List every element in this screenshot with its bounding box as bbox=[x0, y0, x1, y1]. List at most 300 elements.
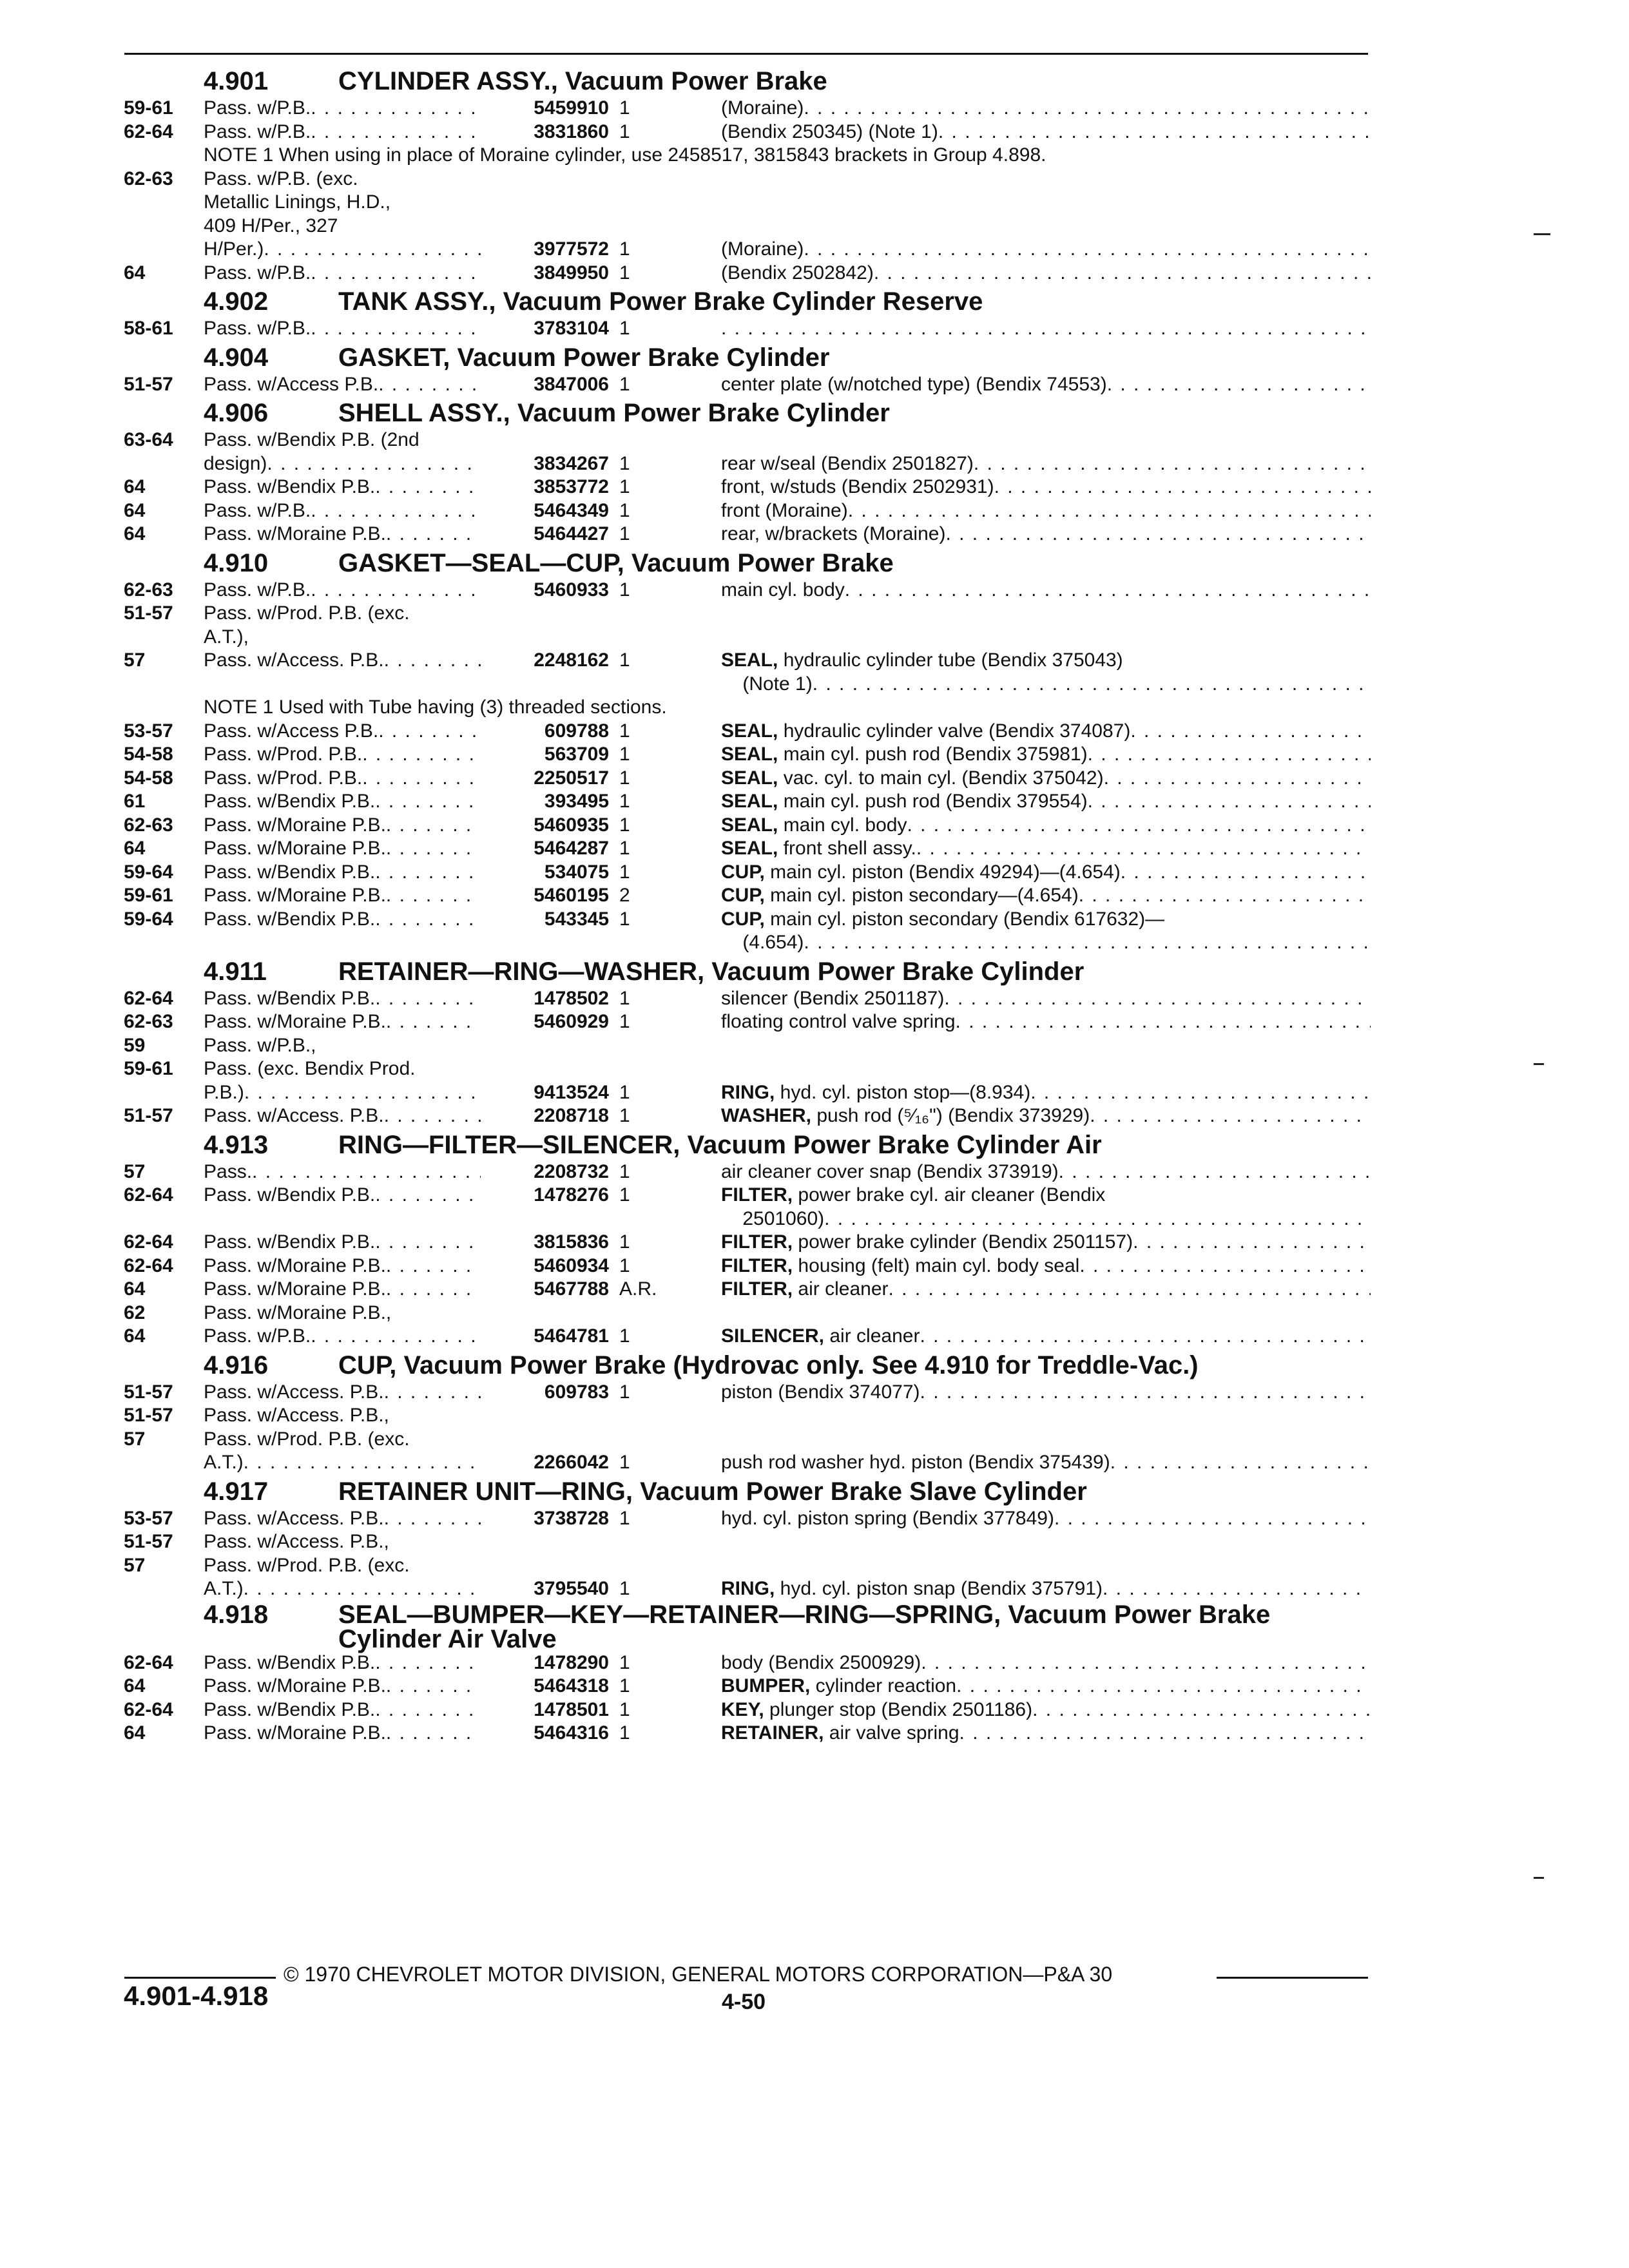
catalog-section bbox=[124, 546, 1371, 955]
dot-leader bbox=[1121, 861, 1371, 885]
model-years: 62-63 bbox=[124, 1011, 173, 1032]
dot-leader bbox=[384, 1104, 481, 1128]
remarks-keyword: SEAL, bbox=[721, 720, 778, 742]
part-row bbox=[124, 579, 1371, 602]
dot-leader bbox=[311, 262, 481, 285]
quantity bbox=[613, 1302, 721, 1325]
part-number: 5464316 bbox=[534, 1722, 609, 1744]
remarks-text bbox=[721, 120, 938, 144]
part-row bbox=[124, 861, 1371, 885]
remarks-cell bbox=[721, 626, 1371, 649]
remarks-text bbox=[721, 1184, 1105, 1207]
quantity bbox=[613, 1034, 721, 1058]
application-cell bbox=[204, 908, 481, 932]
application-cell bbox=[204, 861, 481, 885]
model-years: 59-64 bbox=[124, 908, 173, 930]
model-years: 59-61 bbox=[124, 1058, 173, 1079]
application-cell bbox=[204, 1057, 481, 1081]
footer-copyright: © 1970 CHEVROLET MOTOR DIVISION, GENERAL MOTORS CORPORATION—P&A 30 bbox=[284, 1963, 1113, 1986]
application-cell bbox=[204, 1554, 481, 1578]
part-row bbox=[124, 1034, 1371, 1058]
remarks-cell bbox=[721, 767, 1371, 791]
part-row bbox=[124, 1651, 1371, 1675]
application-cell bbox=[204, 1698, 481, 1722]
remarks-detail: (Moraine) bbox=[721, 97, 804, 119]
dot-leader bbox=[244, 1451, 481, 1475]
part-row bbox=[124, 1057, 1371, 1081]
remarks-cell bbox=[721, 1184, 1371, 1207]
application-text: Pass. w/Bendix P.B. bbox=[204, 987, 376, 1009]
dot-leader bbox=[378, 373, 481, 397]
note-text: NOTE 1 When using in place of Moraine cylinder, use 2458517, 3815843 brackets in Group 4.898. bbox=[204, 144, 1046, 166]
remarks-keyword: SEAL, bbox=[721, 838, 778, 859]
quantity bbox=[613, 1404, 721, 1428]
remarks-text bbox=[721, 673, 813, 697]
part-row bbox=[124, 191, 1371, 215]
remarks-cell bbox=[721, 884, 1371, 908]
model-years: 62-64 bbox=[124, 1698, 173, 1720]
application-text: Pass. w/Moraine P.B. bbox=[204, 838, 386, 859]
dot-leader bbox=[944, 987, 1371, 1011]
application-text: Pass. w/P.B. bbox=[204, 1325, 311, 1347]
part-number: 3795540 bbox=[534, 1578, 609, 1599]
remarks-text bbox=[721, 476, 994, 499]
application-cell bbox=[204, 626, 481, 649]
remarks-detail: main cyl. push rod (Bendix 379554) bbox=[778, 791, 1088, 812]
dot-leader bbox=[994, 476, 1371, 499]
dot-leader bbox=[264, 238, 481, 262]
quantity bbox=[613, 931, 721, 955]
section-number: 4.916 bbox=[204, 1350, 269, 1379]
model-years: 53-57 bbox=[124, 720, 173, 742]
remarks-keyword: FILTER, bbox=[721, 1231, 793, 1253]
model-years: 51-57 bbox=[124, 1531, 173, 1552]
remarks-detail: (Moraine) bbox=[721, 238, 804, 260]
dot-leader bbox=[375, 1651, 481, 1675]
remarks-text bbox=[721, 1381, 920, 1405]
section-number: 4.904 bbox=[204, 343, 269, 372]
quantity bbox=[613, 168, 721, 191]
remarks-text bbox=[721, 1675, 956, 1698]
dot-leader bbox=[1104, 767, 1371, 791]
application-cell bbox=[204, 317, 481, 341]
remarks-detail: hydraulic cylinder tube (Bendix 375043) bbox=[778, 649, 1123, 671]
quantity: 1 bbox=[619, 499, 630, 521]
application-cell bbox=[204, 523, 481, 546]
part-row bbox=[124, 452, 1371, 476]
quantity: 1 bbox=[619, 1231, 630, 1253]
dot-leader bbox=[386, 523, 481, 546]
application-cell bbox=[204, 1381, 481, 1405]
remarks-text bbox=[721, 720, 1130, 744]
quantity: 1 bbox=[619, 262, 630, 284]
part-row bbox=[124, 1325, 1371, 1349]
footer-rule-left bbox=[124, 1977, 276, 1979]
application-cell bbox=[204, 499, 481, 523]
dot-leader bbox=[974, 452, 1371, 476]
dot-leader bbox=[1088, 743, 1371, 767]
dot-leader bbox=[1103, 1577, 1371, 1601]
part-number bbox=[481, 191, 613, 215]
part-row bbox=[124, 523, 1371, 546]
dot-leader bbox=[1133, 1231, 1371, 1254]
part-number: 609788 bbox=[544, 720, 609, 742]
application-cell bbox=[204, 790, 481, 814]
remarks-cell bbox=[721, 191, 1371, 215]
dot-leader bbox=[362, 767, 481, 791]
dot-leader bbox=[386, 1010, 481, 1034]
footer-rule-right bbox=[1217, 1977, 1368, 1979]
remarks-text bbox=[721, 1104, 1090, 1128]
part-row bbox=[124, 1081, 1371, 1105]
quantity bbox=[613, 1554, 721, 1578]
application-text: Pass. w/Moraine P.B. bbox=[204, 1278, 386, 1300]
part-number bbox=[481, 1034, 613, 1058]
model-years: 62-63 bbox=[124, 579, 173, 601]
application-cell bbox=[204, 743, 481, 767]
application-text: Pass. w/Bendix P.B. bbox=[204, 476, 376, 497]
quantity: 1 bbox=[619, 452, 630, 474]
part-row bbox=[124, 1207, 1371, 1231]
dot-leader bbox=[375, 790, 481, 814]
application-cell bbox=[204, 1254, 481, 1278]
application-cell bbox=[204, 1081, 481, 1105]
model-years: 62-64 bbox=[124, 1651, 173, 1673]
dot-leader bbox=[956, 1010, 1371, 1034]
model-years: 51-57 bbox=[124, 1405, 173, 1426]
remarks-text bbox=[721, 579, 845, 602]
remarks-cell bbox=[721, 861, 1371, 885]
remarks-cell bbox=[721, 97, 1371, 120]
model-years: 51-57 bbox=[124, 1381, 173, 1403]
quantity: 1 bbox=[619, 1507, 630, 1529]
part-number bbox=[481, 1428, 613, 1452]
section-title: CUP, Vacuum Power Brake (Hydrovac only. See 4.910 for Treddle-Vac.) bbox=[338, 1350, 1199, 1379]
part-row bbox=[124, 1184, 1371, 1207]
part-row bbox=[124, 168, 1371, 191]
model-years: 62-64 bbox=[124, 1254, 173, 1276]
model-years: 51-57 bbox=[124, 1105, 173, 1126]
application-cell bbox=[204, 1428, 481, 1452]
remarks-detail: front shell assy. bbox=[778, 838, 916, 859]
application-text: Pass. w/Access. P.B. bbox=[204, 649, 384, 671]
application-text: Pass. w/Bendix P.B. bbox=[204, 1651, 376, 1673]
dot-leader bbox=[1054, 1507, 1371, 1531]
quantity: 1 bbox=[619, 373, 630, 395]
dot-leader bbox=[244, 1081, 481, 1105]
application-cell bbox=[204, 238, 481, 262]
dot-leader bbox=[1059, 1160, 1371, 1184]
part-row bbox=[124, 1010, 1371, 1034]
model-years bbox=[124, 1207, 204, 1231]
part-row bbox=[124, 931, 1371, 955]
remarks-cell bbox=[721, 215, 1371, 238]
quantity: 1 bbox=[619, 1675, 630, 1696]
dot-leader bbox=[959, 1722, 1371, 1745]
quantity bbox=[613, 626, 721, 649]
part-number bbox=[481, 673, 613, 697]
dot-leader bbox=[267, 452, 481, 476]
model-years: 62-64 bbox=[124, 987, 173, 1009]
application-text: Pass. w/Moraine P.B., bbox=[204, 1302, 392, 1323]
application-text: Pass. w/Moraine P.B. bbox=[204, 1722, 386, 1744]
remarks-keyword: RING, bbox=[721, 1081, 775, 1103]
model-years bbox=[124, 673, 204, 697]
remarks-detail: floating control valve spring bbox=[721, 1011, 956, 1032]
application-text: Pass. w/P.B. (exc. bbox=[204, 168, 358, 189]
part-row bbox=[124, 1160, 1371, 1184]
part-number: 5460934 bbox=[534, 1254, 609, 1276]
section-title: RETAINER UNIT—RING, Vacuum Power Brake Slave Cylinder bbox=[338, 1477, 1087, 1506]
part-number: 1478501 bbox=[534, 1698, 609, 1720]
application-cell bbox=[204, 373, 481, 397]
section-number: 4.910 bbox=[204, 548, 269, 577]
dot-leader bbox=[804, 97, 1371, 120]
section-number: 4.901 bbox=[204, 67, 269, 95]
dot-leader bbox=[845, 579, 1371, 602]
remarks-cell bbox=[721, 1325, 1371, 1349]
remarks-keyword: CUP, bbox=[721, 861, 765, 883]
section-header bbox=[124, 285, 1371, 317]
quantity: 1 bbox=[619, 318, 630, 339]
section-header bbox=[124, 955, 1371, 987]
application-cell bbox=[204, 884, 481, 908]
model-years: 64 bbox=[124, 1278, 146, 1300]
model-years: 54-58 bbox=[124, 767, 173, 789]
remarks-cell bbox=[721, 476, 1371, 499]
quantity: 1 bbox=[619, 649, 630, 671]
quantity: 1 bbox=[619, 1254, 630, 1276]
remarks-text bbox=[721, 1081, 1030, 1105]
part-row bbox=[124, 602, 1371, 626]
application-text: Pass. w/P.B. bbox=[204, 120, 311, 142]
dot-leader bbox=[907, 814, 1371, 838]
remarks-cell bbox=[721, 1381, 1371, 1405]
remarks-text bbox=[721, 931, 804, 955]
part-number: 3815836 bbox=[534, 1231, 609, 1253]
remarks-detail: (Bendix 250345) (Note 1) bbox=[721, 120, 938, 142]
section-number: 4.902 bbox=[204, 287, 269, 316]
dot-leader bbox=[386, 837, 481, 861]
remarks-cell bbox=[721, 649, 1371, 673]
dot-leader bbox=[384, 649, 481, 673]
application-text: Pass. bbox=[204, 1160, 253, 1182]
remarks-text bbox=[721, 767, 1104, 791]
dot-leader bbox=[375, 1184, 481, 1207]
remarks-text bbox=[721, 1325, 920, 1349]
part-row bbox=[124, 428, 1371, 452]
remarks-text bbox=[721, 837, 916, 861]
part-number bbox=[481, 1057, 613, 1081]
dot-leader bbox=[804, 931, 1371, 955]
remarks-keyword: RETAINER, bbox=[721, 1722, 824, 1744]
part-row bbox=[124, 1675, 1371, 1698]
remarks-detail: (4.654) bbox=[721, 932, 804, 953]
model-years: 59-61 bbox=[124, 885, 173, 906]
quantity bbox=[613, 1057, 721, 1081]
part-row bbox=[124, 1722, 1371, 1745]
remarks-text bbox=[721, 1451, 1110, 1475]
part-row bbox=[124, 767, 1371, 791]
quantity: 1 bbox=[619, 987, 630, 1009]
remarks-detail: push rod washer hyd. piston (Bendix 375439) bbox=[721, 1452, 1110, 1473]
remarks-cell bbox=[721, 1404, 1371, 1428]
quantity: 1 bbox=[619, 1578, 630, 1599]
application-cell bbox=[204, 1278, 481, 1302]
remarks-text bbox=[721, 238, 804, 262]
remarks-cell bbox=[721, 790, 1371, 814]
remarks-cell bbox=[721, 908, 1371, 932]
part-number: 534075 bbox=[544, 861, 609, 883]
remarks-detail: cylinder reaction bbox=[810, 1675, 957, 1696]
section-number: 4.917 bbox=[204, 1477, 269, 1506]
remarks-text bbox=[721, 987, 944, 1011]
part-number: 609783 bbox=[544, 1381, 609, 1403]
model-years: 62 bbox=[124, 1302, 146, 1323]
section-number: 4.906 bbox=[204, 399, 269, 427]
section-number: 4.913 bbox=[204, 1130, 269, 1159]
quantity: 1 bbox=[619, 814, 630, 836]
quantity bbox=[613, 673, 721, 697]
part-row bbox=[124, 120, 1371, 144]
remarks-detail: rear w/seal (Bendix 2501827) bbox=[721, 452, 974, 474]
remarks-text bbox=[721, 1577, 1103, 1601]
application-text: Pass. w/Bendix P.B. bbox=[204, 791, 376, 812]
section-title: RETAINER—RING—WASHER, Vacuum Power Brake Cylinder bbox=[338, 957, 1084, 986]
catalog-section bbox=[124, 1349, 1371, 1475]
model-years: 64 bbox=[124, 838, 146, 859]
model-years bbox=[124, 1451, 204, 1475]
quantity: 1 bbox=[619, 523, 630, 544]
remarks-keyword: SEAL, bbox=[721, 814, 778, 836]
remarks-detail: piston (Bendix 374077) bbox=[721, 1381, 920, 1403]
dot-leader bbox=[375, 1698, 481, 1722]
application-cell bbox=[204, 215, 481, 238]
remarks-cell bbox=[721, 602, 1371, 626]
quantity: 1 bbox=[619, 744, 630, 765]
remarks-cell bbox=[721, 579, 1371, 602]
remarks-cell bbox=[721, 1231, 1371, 1254]
application-text: Pass. w/Prod. P.B. (exc. bbox=[204, 602, 410, 624]
dot-leader bbox=[311, 120, 481, 144]
remarks-text bbox=[721, 743, 1088, 767]
model-years: 64 bbox=[124, 1722, 146, 1744]
application-text: Pass. w/P.B. bbox=[204, 318, 311, 339]
remarks-detail: push rod (⁵⁄₁₆") (Bendix 373929) bbox=[811, 1105, 1090, 1126]
part-row bbox=[124, 1451, 1371, 1475]
remarks-cell bbox=[721, 1554, 1371, 1578]
model-years: 59-64 bbox=[124, 861, 173, 883]
quantity: 1 bbox=[619, 838, 630, 859]
remarks-text bbox=[721, 884, 1079, 908]
part-row bbox=[124, 814, 1371, 838]
application-cell bbox=[204, 1104, 481, 1128]
part-row bbox=[124, 626, 1371, 649]
remarks-text bbox=[721, 649, 1123, 673]
application-text: Pass. w/Bendix P.B. bbox=[204, 1184, 376, 1206]
quantity: 1 bbox=[619, 1381, 630, 1403]
quantity bbox=[613, 1530, 721, 1554]
quantity bbox=[613, 602, 721, 626]
remarks-detail: 2501060) bbox=[721, 1207, 825, 1229]
application-cell bbox=[204, 1325, 481, 1349]
remarks-text bbox=[721, 373, 1107, 397]
application-cell bbox=[204, 1530, 481, 1554]
application-cell bbox=[204, 1651, 481, 1675]
part-row bbox=[124, 97, 1371, 120]
remarks-text bbox=[721, 1160, 1059, 1184]
dot-leader bbox=[384, 1381, 481, 1405]
remarks-cell bbox=[721, 1010, 1371, 1034]
part-number: 5464318 bbox=[534, 1675, 609, 1696]
remarks-keyword: RING, bbox=[721, 1578, 775, 1599]
model-years bbox=[124, 238, 204, 262]
dot-leader bbox=[1032, 1698, 1371, 1722]
remarks-keyword: SEAL, bbox=[721, 649, 778, 671]
dot-leader bbox=[848, 499, 1371, 523]
note-line bbox=[124, 144, 1371, 168]
application-text: Pass. w/P.B. bbox=[204, 499, 311, 521]
remarks-text bbox=[721, 861, 1121, 885]
section-title: GASKET—SEAL—CUP, Vacuum Power Brake bbox=[338, 548, 894, 577]
part-number: 3738728 bbox=[534, 1507, 609, 1529]
application-text: Pass. w/P.B. bbox=[204, 579, 311, 601]
application-text: Pass. w/Bendix P.B. (2nd bbox=[204, 429, 419, 450]
part-number: 2248162 bbox=[534, 649, 609, 671]
quantity bbox=[613, 1428, 721, 1452]
section-number: 4.911 bbox=[204, 957, 267, 986]
section-title: RING—FILTER—SILENCER, Vacuum Power Brake Cylinder Air bbox=[338, 1130, 1102, 1159]
model-years: 51-57 bbox=[124, 373, 173, 395]
model-years: 57 bbox=[124, 649, 146, 671]
part-row bbox=[124, 476, 1371, 499]
dot-leader bbox=[813, 673, 1371, 697]
part-number bbox=[481, 1530, 613, 1554]
remarks-detail: hyd. cyl. piston stop—(8.934) bbox=[775, 1081, 1031, 1103]
remarks-detail: main cyl. piston (Bendix 49294)—(4.654) bbox=[764, 861, 1121, 883]
quantity: 2 bbox=[619, 885, 630, 906]
margin-tick bbox=[1534, 1877, 1544, 1879]
dot-leader bbox=[386, 884, 481, 908]
application-text: Pass. w/Prod. P.B. (exc. bbox=[204, 1428, 410, 1450]
remarks-cell bbox=[721, 837, 1371, 861]
part-row bbox=[124, 743, 1371, 767]
catalog-section bbox=[124, 341, 1371, 397]
model-years: 62-63 bbox=[124, 168, 173, 189]
remarks-text bbox=[721, 814, 907, 838]
remarks-cell bbox=[721, 743, 1371, 767]
part-row bbox=[124, 499, 1371, 523]
quantity: 1 bbox=[619, 1698, 630, 1720]
part-row bbox=[124, 673, 1371, 697]
application-cell bbox=[204, 1507, 481, 1531]
note-line bbox=[124, 696, 1371, 720]
section-title: GASKET, Vacuum Power Brake Cylinder bbox=[338, 343, 830, 372]
quantity: 1 bbox=[619, 579, 630, 601]
application-text: A.T.), bbox=[204, 626, 249, 648]
part-row bbox=[124, 1231, 1371, 1254]
catalog-section bbox=[124, 285, 1371, 341]
remarks-detail: hyd. cyl. piston snap (Bendix 375791) bbox=[775, 1578, 1103, 1599]
remarks-keyword: BUMPER, bbox=[721, 1675, 811, 1696]
remarks-detail: plunger stop (Bendix 2501186) bbox=[764, 1698, 1033, 1720]
model-years: 61 bbox=[124, 791, 146, 812]
quantity: 1 bbox=[619, 791, 630, 812]
dot-leader bbox=[1030, 1081, 1371, 1105]
remarks-cell bbox=[721, 1057, 1371, 1081]
part-number: 5460933 bbox=[534, 579, 609, 601]
dot-leader bbox=[386, 1675, 481, 1698]
